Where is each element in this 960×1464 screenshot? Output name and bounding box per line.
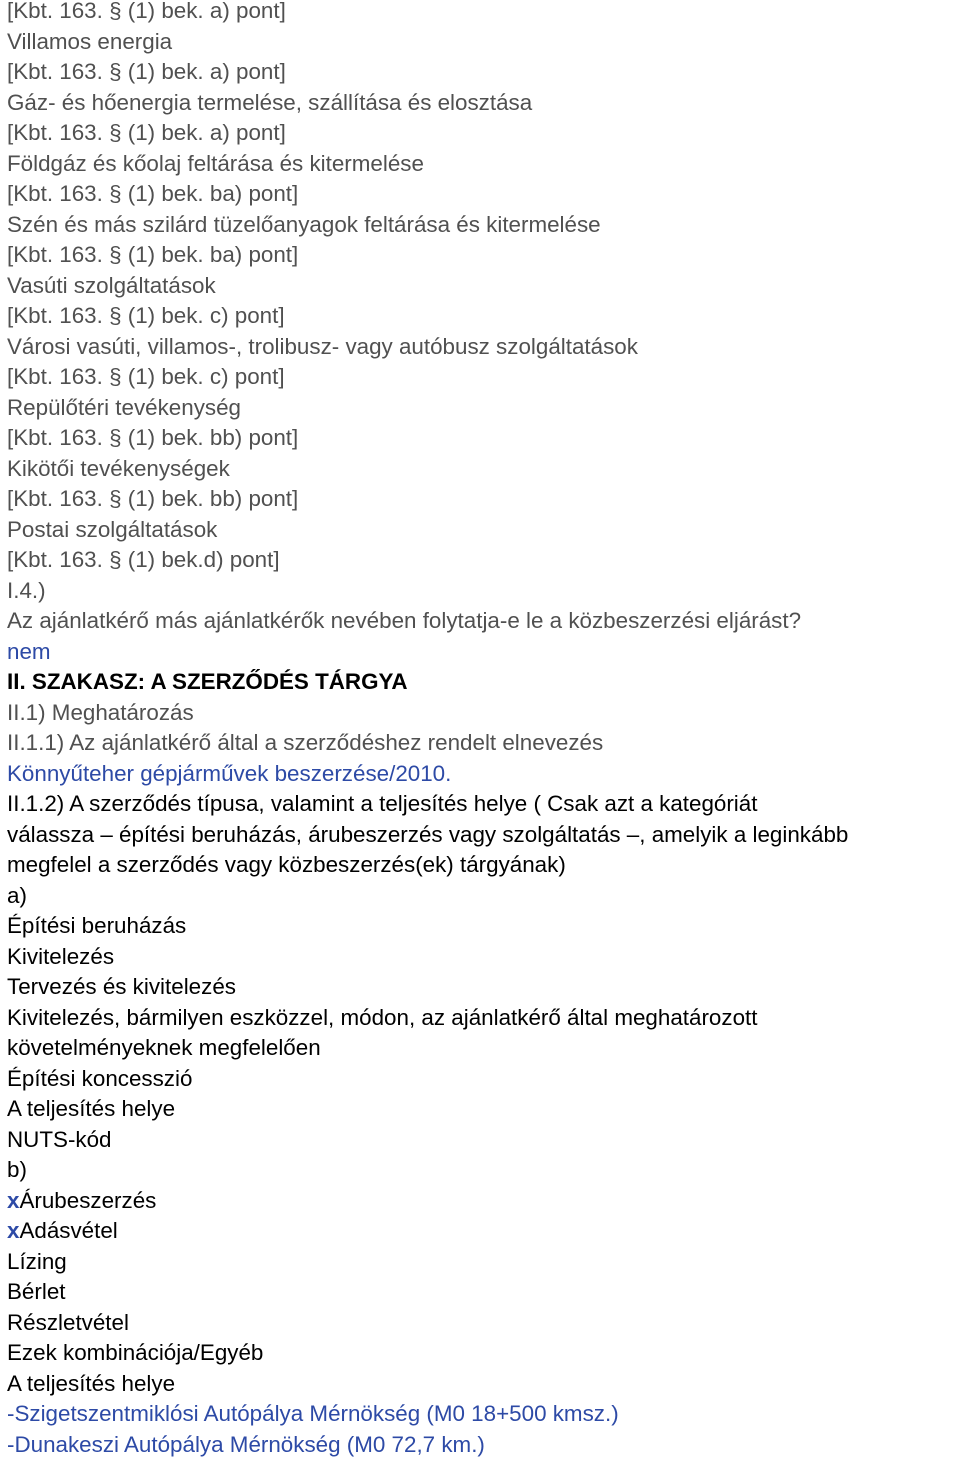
line-text: válassza – építési beruházás, árubeszerzés vagy szolgáltatás –, amelyik a leginkább — [7, 821, 849, 847]
document-line — [7, 210, 960, 241]
document-line — [7, 1430, 960, 1461]
line-text: Bérlet — [7, 1279, 66, 1304]
line-text: Ezek kombinációja/Egyéb — [7, 1340, 264, 1365]
document-line — [7, 1003, 960, 1034]
line-text: [Kbt. 163. § (1) bek. c) pont] — [7, 364, 285, 389]
document-line — [7, 545, 960, 576]
document-line — [7, 149, 960, 180]
line-text: -Dunakeszi Autópálya Mérnökség (M0 72,7 km.) — [7, 1431, 485, 1457]
line-text: Kikötői tevékenységek — [7, 455, 230, 481]
document-line — [7, 667, 960, 698]
document-line — [7, 1186, 960, 1217]
line-text: [Kbt. 163. § (1) bek. ba) pont] — [7, 181, 299, 206]
document-line — [7, 759, 960, 790]
line-text: [Kbt. 163. § (1) bek. bb) pont] — [7, 486, 299, 511]
line-text: II.1) Meghatározás — [7, 699, 194, 725]
document-line — [7, 423, 960, 454]
document-line — [7, 728, 960, 759]
document-line — [7, 1338, 960, 1369]
document-line — [7, 515, 960, 546]
line-text: Adásvétel — [19, 1218, 118, 1243]
line-text: II.1.2) A szerződés típusa, valamint a teljesítés helye ( Csak azt a kategóriát — [7, 791, 758, 816]
line-text: II.1.1) Az ajánlatkérő által a szerződéshez rendelt elnevezés — [7, 730, 604, 755]
document-line — [7, 454, 960, 485]
checked-mark: x — [7, 1218, 20, 1243]
line-text: Tervezés és kivitelezés — [7, 974, 236, 999]
line-text: [Kbt. 163. § (1) bek. ba) pont] — [7, 242, 299, 267]
document-line — [7, 972, 960, 1003]
line-text: b) — [7, 1157, 27, 1182]
line-text: Árubeszerzés — [19, 1187, 157, 1213]
document-line — [7, 484, 960, 515]
document-line — [7, 1064, 960, 1095]
line-text: Lízing — [7, 1248, 67, 1274]
document-line — [7, 1125, 960, 1156]
document-line — [7, 179, 960, 210]
document-line — [7, 1033, 960, 1064]
document-line — [7, 881, 960, 912]
line-text: Gáz- és hőenergia termelése, szállítása és elosztása — [7, 89, 533, 115]
line-text: [Kbt. 163. § (1) bek. a) pont] — [7, 0, 286, 23]
document-line — [7, 606, 960, 637]
line-text: I.4.) — [7, 577, 46, 603]
line-text: NUTS-kód — [7, 1126, 112, 1152]
document-line — [7, 576, 960, 607]
line-text: Részletvétel — [7, 1309, 129, 1335]
line-text: A teljesítés helye — [7, 1370, 176, 1396]
document-line — [7, 301, 960, 332]
line-text: II. SZAKASZ: A SZERZŐDÉS TÁRGYA — [7, 669, 408, 694]
document-line — [7, 850, 960, 881]
document-line — [7, 911, 960, 942]
line-text: Repülőtéri tevékenység — [7, 394, 241, 420]
checked-mark: x — [7, 1187, 20, 1213]
line-text: Vasúti szolgáltatások — [7, 272, 216, 298]
document-line — [7, 393, 960, 424]
line-text: Földgáz és kőolaj feltárása és kitermelése — [7, 150, 424, 176]
line-text: nem — [7, 638, 51, 664]
document-line — [7, 1399, 960, 1430]
document-line — [7, 637, 960, 668]
line-text: Kivitelezés — [7, 943, 115, 969]
line-text: megfelel a szerződés vagy közbeszerzés(ek) tárgyának) — [7, 852, 566, 877]
document-line — [7, 332, 960, 363]
document-line — [7, 1369, 960, 1400]
document-line — [7, 57, 960, 88]
document-line — [7, 271, 960, 302]
document-line — [7, 362, 960, 393]
document-line — [7, 240, 960, 271]
document-page — [7, 0, 960, 1460]
line-text: követelményeknek megfelelően — [7, 1035, 321, 1060]
document-line — [7, 1277, 960, 1308]
line-text: Kivitelezés, bármilyen eszközzel, módon, az ajánlatkérő által meghatározott — [7, 1004, 758, 1030]
document-line — [7, 118, 960, 149]
document-line — [7, 1155, 960, 1186]
document-line — [7, 789, 960, 820]
line-text: Építési beruházás — [7, 913, 187, 938]
document-line — [7, 1216, 960, 1247]
line-text: Építési koncesszió — [7, 1065, 193, 1091]
line-text: Szén és más szilárd tüzelőanyagok feltárása és kitermelése — [7, 211, 601, 237]
line-text: [Kbt. 163. § (1) bek.d) pont] — [7, 547, 280, 572]
line-text: -Szigetszentmiklósi Autópálya Mérnökség (M0 18+500 kmsz.) — [7, 1401, 619, 1426]
line-text: [Kbt. 163. § (1) bek. a) pont] — [7, 59, 286, 84]
line-text: Városi vasúti, villamos-, trolibusz- vagy autóbusz szolgáltatások — [7, 333, 638, 359]
line-text: a) — [7, 882, 27, 908]
line-text: Könnyűteher gépjárművek beszerzése/2010. — [7, 760, 452, 786]
document-line — [7, 1094, 960, 1125]
document-line — [7, 942, 960, 973]
line-text: [Kbt. 163. § (1) bek. bb) pont] — [7, 425, 299, 450]
document-line — [7, 1308, 960, 1339]
line-text: Postai szolgáltatások — [7, 516, 218, 542]
document-line — [7, 88, 960, 119]
document-line — [7, 820, 960, 851]
document-line — [7, 1247, 960, 1278]
document-line — [7, 0, 960, 27]
line-text: [Kbt. 163. § (1) bek. a) pont] — [7, 120, 286, 145]
document-line — [7, 698, 960, 729]
line-text: A teljesítés helye — [7, 1096, 176, 1121]
document-line — [7, 27, 960, 58]
line-text: Villamos energia — [7, 28, 173, 54]
line-text: [Kbt. 163. § (1) bek. c) pont] — [7, 303, 285, 328]
line-text: Az ajánlatkérő más ajánlatkérők nevében folytatja-e le a közbeszerzési eljárást? — [7, 608, 802, 633]
